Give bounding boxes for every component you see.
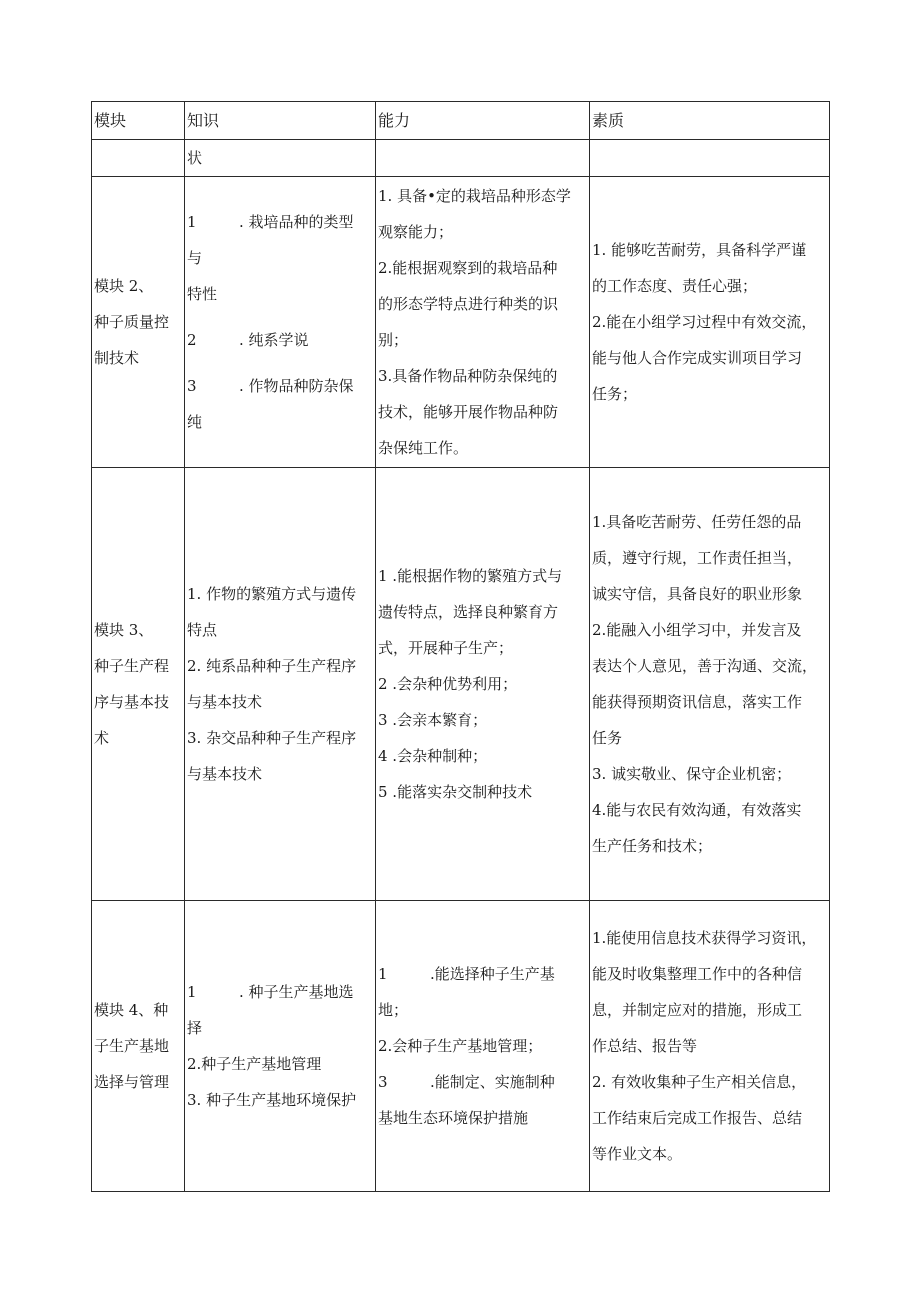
quality-line: 4.能与农民有效沟通，有效落实 [592,801,802,819]
knowledge-line: 与基本技术 [187,693,263,711]
quality-line: 表达个人意见，善于沟通、交流， [592,657,818,675]
quality-line: 生产任务和技术； [592,837,713,855]
quality-line: 2.能融入小组学习中，并发言及 [592,621,802,639]
ability-line: 观察能力； [378,223,454,241]
knowledge-item-cont: 与 [187,249,203,267]
quality-line: 1. 能够吃苦耐劳，具备科学严谨 [592,241,807,259]
module-name-line: 模块 2、 [94,277,154,295]
knowledge-item: 2 . 纯系学说 [187,331,309,349]
module-4-knowledge [185,901,376,1192]
quality-line: 能及时收集整理工作中的各种信 [592,965,803,983]
quality-line: 任务 [592,729,623,747]
ability-item: 3 .能制定、实施制种 [378,1073,555,1091]
knowledge-item: 1 . 栽培品种的类型 [187,213,354,231]
quality-line: 能获得预期资讯信息，落实工作 [592,693,803,711]
knowledge-line: 3. 杂交品种种子生产程序 [187,729,357,747]
ability-line: 式，开展种子生产； [378,639,514,657]
knowledge-line: 择 [187,1019,203,1037]
module-2-name [92,177,185,468]
module-2-row [92,177,830,468]
continuation-quality-cell [590,140,830,177]
ability-line: 2 .会杂种优势利用； [378,675,518,693]
module-name-line: 种子质量控 [94,313,170,331]
module-name-line: 序与基本技 [94,693,170,711]
module-4-quality [590,901,830,1192]
ability-line: 基地生态环境保护措施 [378,1109,529,1127]
knowledge-line: 1. 作物的繁殖方式与遗传 [187,585,357,603]
knowledge-item: 1 . 种子生产基地选 [187,983,354,1001]
module-2-ability [376,177,590,468]
quality-line: 1.具备吃苦耐劳、任劳任怨的品 [592,513,802,531]
ability-line: 杂保纯工作。 [378,439,469,457]
ability-line: 1 .能根据作物的繁殖方式与 [378,567,563,585]
header-quality: 素质 [590,102,830,140]
ability-line: 2.会种子生产基地管理； [378,1037,543,1055]
quality-line: 3. 诚实敬业、保守企业机密； [592,765,792,783]
module-name-line: 选择与管理 [94,1073,170,1091]
ability-line: 的形态学特点进行种类的识 [378,295,559,313]
quality-line: 能与他人合作完成实训项目学习 [592,349,803,367]
ability-line: 3.具备作物品种防杂保纯的 [378,367,558,385]
quality-line: 2. 有效收集种子生产相关信息， [592,1073,807,1091]
ability-line: 2.能根据观察到的栽培品种 [378,259,558,277]
ability-line: 4 .会杂种制种； [378,747,488,765]
module-3-name [92,468,185,901]
quality-line: 质，遵守行规，工作责任担当， [592,549,803,567]
module-name-line: 术 [94,729,110,747]
module-name-line: 模块 3、 [94,621,154,639]
quality-line: 1.能使用信息技术获得学习资讯， [592,929,817,947]
quality-line: 作总结、报告等 [592,1037,698,1055]
module-4-row [92,901,830,1192]
module-4-ability [376,901,590,1192]
module-4-name [92,901,185,1192]
module-name-line: 制技术 [94,349,140,367]
module-2-knowledge [185,177,376,468]
module-name-line: 子生产基地 [94,1037,170,1055]
module-name-line: 模块 4、种 [94,1001,169,1019]
continuation-row [92,140,830,177]
ability-line: 技术，能够开展作物品种防 [378,403,559,421]
knowledge-item-cont: 纯 [187,413,203,431]
knowledge-line: 特点 [187,621,218,639]
quality-line: 任务； [592,385,638,403]
module-2-quality [590,177,830,468]
ability-line: 地； [378,1001,409,1019]
header-module: 模块 [92,102,185,140]
knowledge-line: 2. 纯系品种种子生产程序 [187,657,357,675]
ability-line: 遗传特点，选择良种繁育方 [378,603,559,621]
quality-line: 的工作态度、责任心强； [592,277,758,295]
quality-line: 诚实守信，具备良好的职业形象 [592,585,803,603]
quality-line: 2.能在小组学习过程中有效交流， [592,313,817,331]
ability-line: 3 .会亲本繁育； [378,711,488,729]
ability-item: 1 .能选择种子生产基 [378,965,555,983]
knowledge-item: 3 . 作物品种防杂保 [187,377,354,395]
module-name-line: 种子生产程 [94,657,170,675]
knowledge-line: 3. 种子生产基地环境保护 [187,1091,357,1109]
header-row [92,102,830,140]
ability-line: 5 .能落实杂交制种技术 [378,783,533,801]
quality-line: 等作业文本。 [592,1145,683,1163]
ability-line: 别； [378,331,409,349]
continuation-ability-cell [376,140,590,177]
module-3-row [92,468,830,901]
knowledge-line: 2.种子生产基地管理 [187,1055,322,1073]
module-3-knowledge [185,468,376,901]
continuation-knowledge-cell: 状 [185,140,376,177]
knowledge-item-cont: 特性 [187,285,218,303]
curriculum-table [91,101,830,1192]
module-3-ability [376,468,590,901]
continuation-module-cell [92,140,185,177]
ability-line: 1. 具备•定的栽培品种形态学 [378,187,571,205]
knowledge-line: 与基本技术 [187,765,263,783]
header-knowledge: 知识 [185,102,376,140]
quality-line: 息，并制定应对的措施，形成工 [592,1001,803,1019]
module-3-quality [590,468,830,901]
header-ability: 能力 [376,102,590,140]
quality-line: 工作结束后完成工作报告、总结 [592,1109,803,1127]
